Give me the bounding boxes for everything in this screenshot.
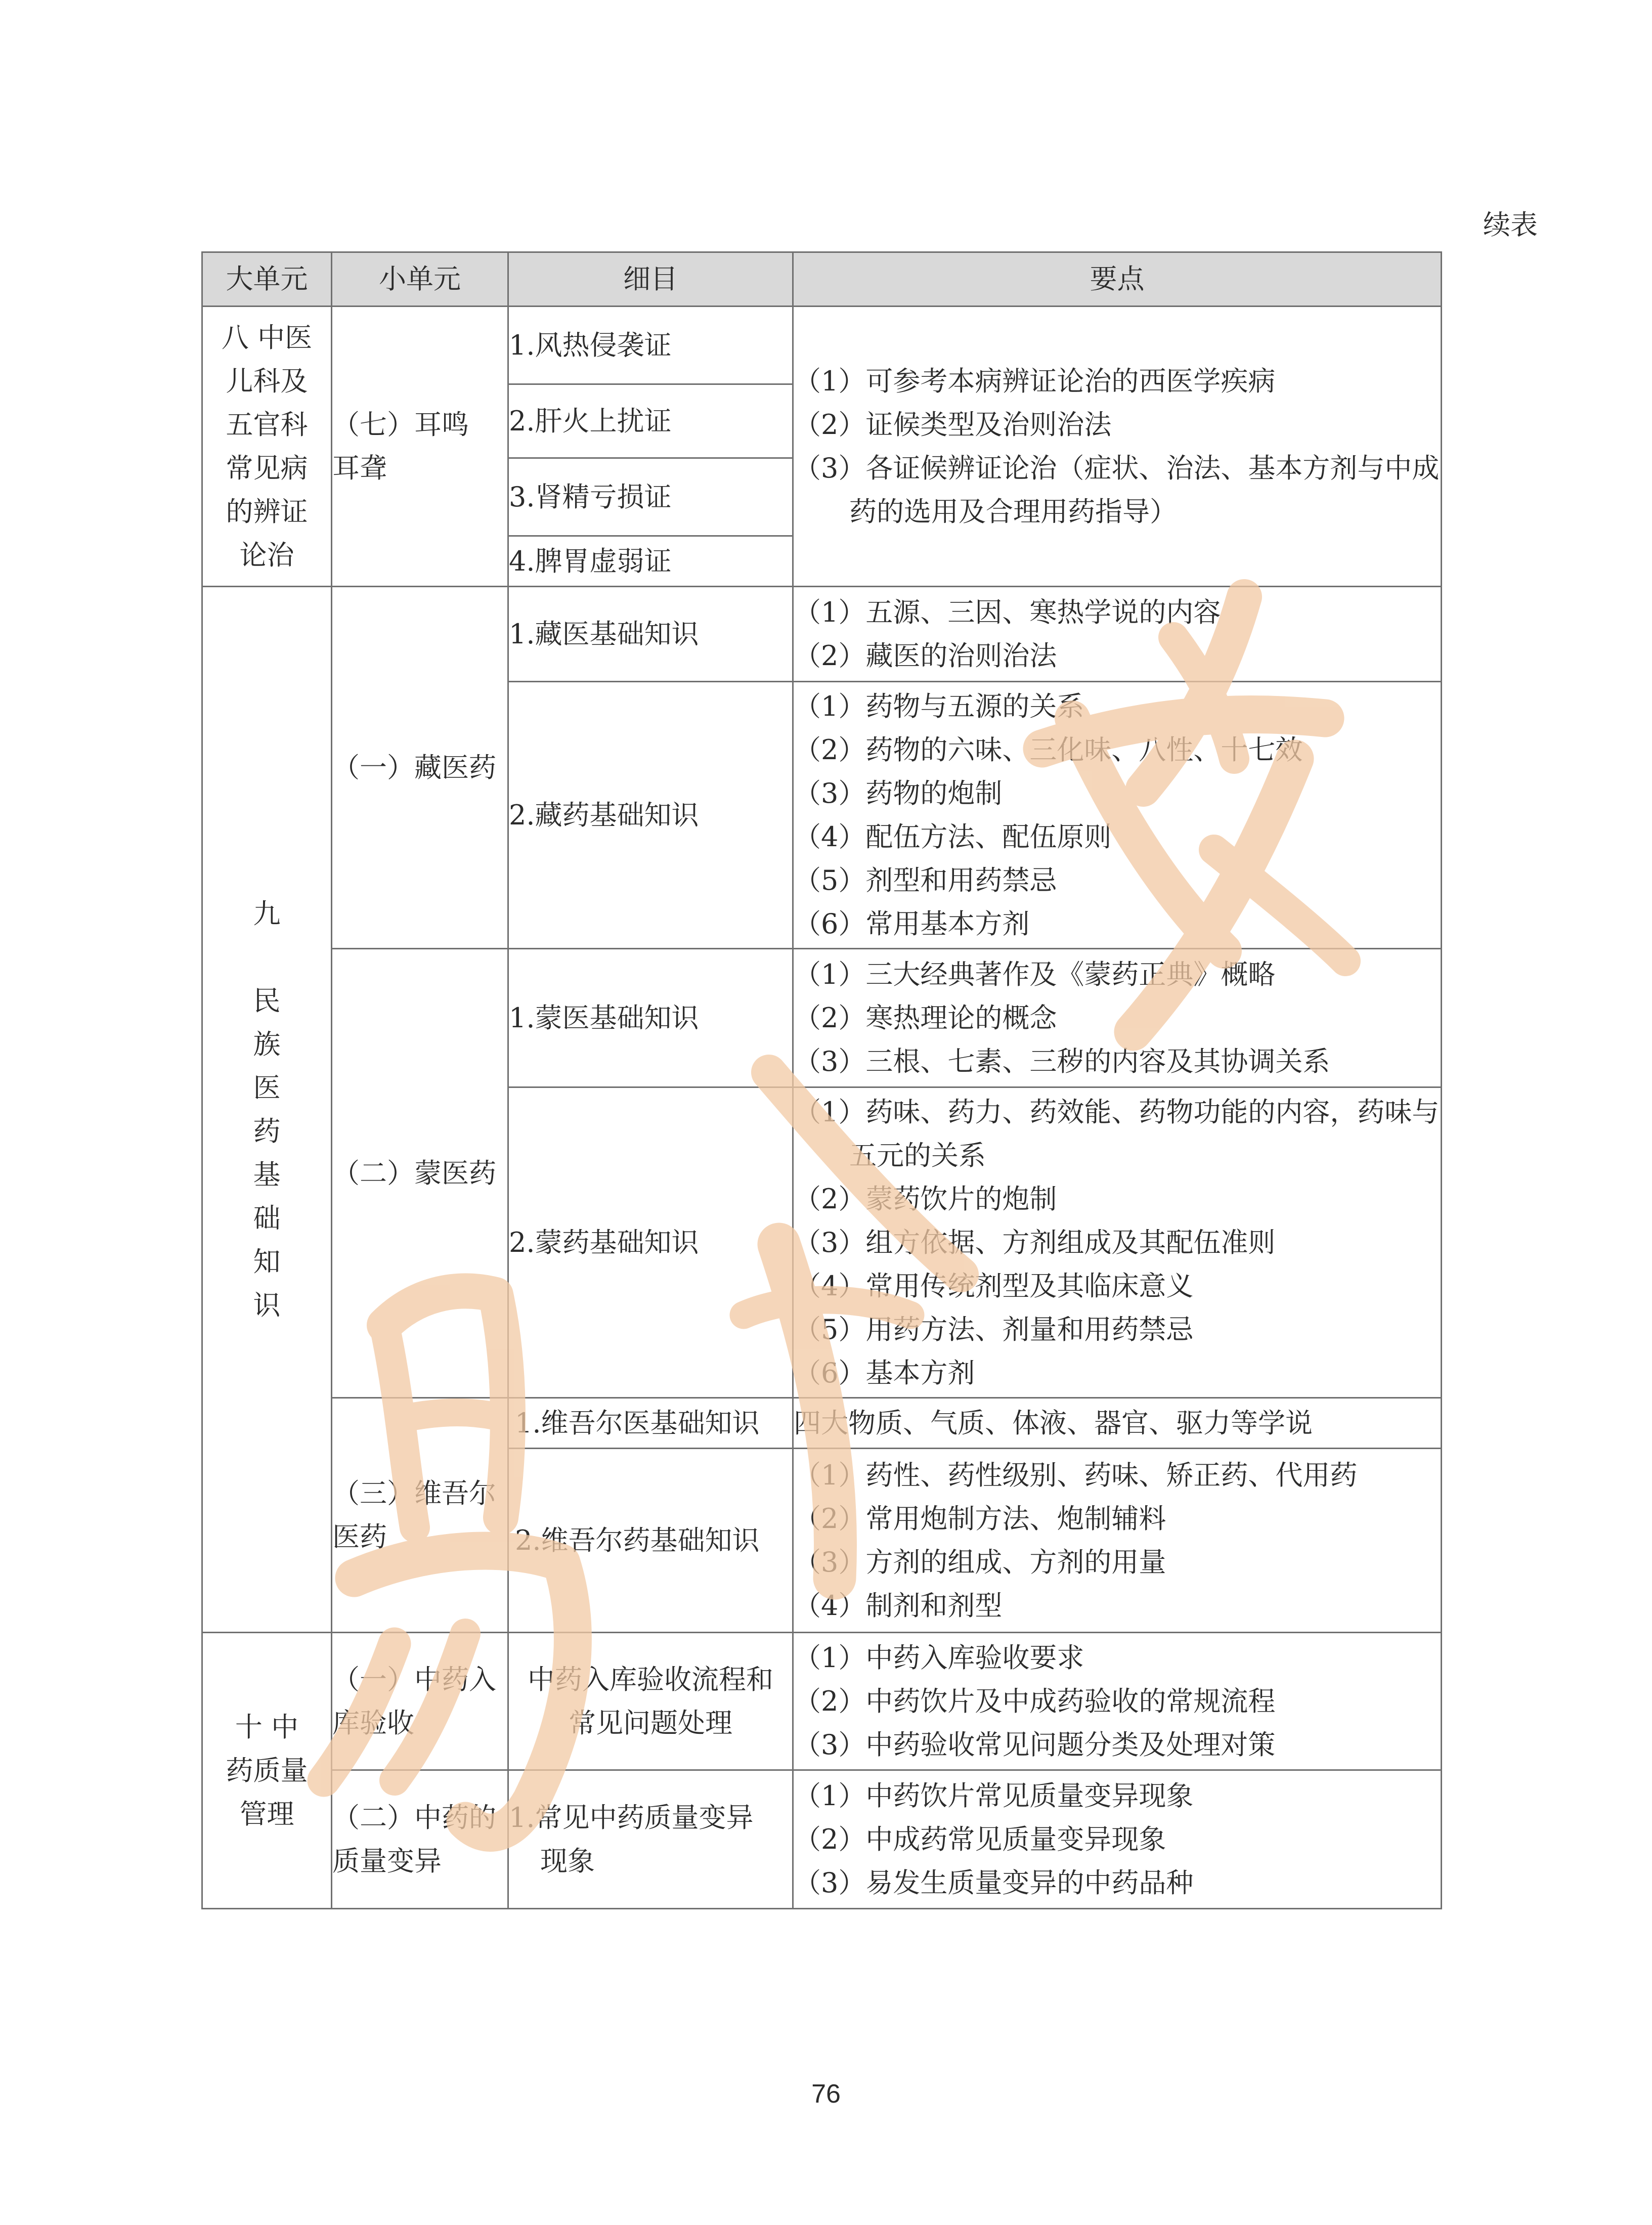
key-point: （3）易发生质量变异的中药品种 [794, 1866, 1194, 1899]
key-points-cell [793, 1633, 1442, 1770]
table-row [202, 1770, 1442, 1909]
sub-unit-line: （二）蒙医药 [332, 1157, 496, 1189]
header-detail: 细目 [508, 252, 793, 307]
key-point: （3）三根、七素、三秽的内容及其协调关系 [794, 1045, 1330, 1077]
detail-line: 3.肾精亏损证 [509, 481, 672, 513]
detail-line: 1.常见中药质量变异 [509, 1801, 754, 1834]
key-point: （1）五源、三因、寒热学说的内容 [794, 596, 1221, 628]
major-unit-line: 五官科 [226, 408, 308, 441]
detail-cell [508, 384, 793, 458]
major-unit-line: 八 中医 [221, 321, 313, 354]
key-points-cell [793, 307, 1442, 587]
sub-unit-line: 库验收 [332, 1707, 414, 1739]
major-unit-char: 药 [253, 1115, 281, 1147]
key-point: 四大物质、气质、体液、器官、驱力等学说 [794, 1407, 1313, 1439]
syllabus-table [201, 251, 1442, 1909]
detail-line: 2.维吾尔药基础知识 [515, 1524, 760, 1556]
table-row [202, 949, 1442, 1087]
table-header-row [202, 252, 1442, 307]
sub-unit-cell [332, 1770, 508, 1909]
key-point: （1）中药入库验收要求 [794, 1641, 1084, 1674]
key-points-cell [793, 949, 1442, 1087]
detail-line: 2.蒙药基础知识 [509, 1226, 699, 1258]
detail-cell [508, 587, 793, 682]
major-unit-line: 常见病 [226, 452, 308, 484]
table-row [202, 1633, 1442, 1770]
key-point: （2）寒热理论的概念 [794, 1001, 1057, 1034]
detail-cell [508, 307, 793, 384]
detail-line: 现象 [540, 1845, 595, 1877]
detail-cell [508, 1398, 793, 1449]
key-point: （2）药物的六味、三化味、八性、十七效 [794, 733, 1303, 766]
major-unit-char: 基 [253, 1158, 281, 1191]
key-point: （2）中成药常见质量变异现象 [794, 1823, 1166, 1855]
detail-line: 1.藏医基础知识 [509, 618, 699, 650]
major-unit-line: 管理 [239, 1798, 294, 1830]
detail-line: 中药入库验收流程和 [528, 1663, 773, 1695]
detail-cell [508, 949, 793, 1087]
key-point: （2）中药饮片及中成药验收的常规流程 [794, 1685, 1276, 1717]
key-point: （2）证候类型及治则治法 [794, 408, 1112, 441]
continued-label: 续表 [1483, 209, 1538, 241]
detail-cell [508, 1770, 793, 1909]
key-point: （3）各证候辨证论治（症状、治法、基本方剂与中成药的选用及合理用药指导） [794, 452, 1440, 528]
detail-cell [508, 458, 793, 536]
major-unit-char: 民 [253, 984, 281, 1017]
page-number: 76 [811, 2079, 841, 2109]
header-key-points: 要点 [793, 252, 1442, 307]
key-points-cell [793, 1087, 1442, 1398]
detail-line: 4.脾胃虚弱证 [509, 545, 672, 577]
key-point: （4）配伍方法、配伍原则 [794, 820, 1112, 853]
key-point: （3）组方依据、方剂组成及其配伍准则 [794, 1226, 1276, 1258]
sub-unit-line: 耳聋 [332, 452, 387, 484]
key-point: （1）药味、药力、药效能、药物功能的内容，药味与五元的关系 [794, 1096, 1440, 1171]
header-sub-unit: 小单元 [332, 252, 508, 307]
sub-unit-cell [332, 1633, 508, 1770]
key-point: （3）药物的炮制 [794, 777, 1003, 809]
major-unit-cell [202, 1633, 332, 1909]
detail-line: 1.蒙医基础知识 [509, 1001, 699, 1034]
detail-cell [508, 1633, 793, 1770]
detail-cell [508, 682, 793, 949]
key-point: （2）蒙药饮片的炮制 [794, 1183, 1057, 1215]
key-point: （1）药物与五源的关系 [794, 690, 1084, 722]
sub-unit-line: （一）藏医药 [332, 751, 496, 783]
major-unit-char: 识 [253, 1289, 281, 1321]
major-unit-char: 九 [253, 897, 281, 930]
sub-unit-cell [332, 1398, 508, 1633]
detail-line: 常见问题处理 [569, 1707, 732, 1739]
key-points-cell [793, 1398, 1442, 1449]
major-unit-line: 论治 [239, 539, 294, 571]
detail-cell [508, 1449, 793, 1633]
sub-unit-line: 医药 [332, 1520, 387, 1553]
major-unit-char: 族 [253, 1028, 281, 1060]
detail-cell [508, 536, 793, 587]
key-points-cell [793, 682, 1442, 949]
key-points-cell [793, 587, 1442, 682]
sub-unit-line: （七）耳鸣 [332, 408, 469, 441]
table-row [202, 587, 1442, 682]
detail-line: 1.风热侵袭证 [509, 329, 672, 361]
key-point: （6）基本方剂 [794, 1357, 975, 1389]
detail-line: 1.维吾尔医基础知识 [515, 1407, 760, 1439]
sub-unit-cell [332, 949, 508, 1398]
key-points-cell [793, 1770, 1442, 1909]
major-unit-line: 儿科及 [226, 365, 308, 397]
major-unit-char: 医 [253, 1071, 281, 1104]
key-point: （3）中药验收常见问题分类及处理对策 [794, 1728, 1276, 1761]
major-unit-cell [202, 307, 332, 587]
sub-unit-line: （一）中药入 [332, 1663, 496, 1695]
key-point: （6）常用基本方剂 [794, 907, 1030, 940]
major-unit-line: 药质量 [226, 1754, 308, 1786]
key-point: （4）常用传统剂型及其临床意义 [794, 1270, 1194, 1302]
major-unit-cell [202, 587, 332, 1633]
major-unit-line: 十 中 [235, 1711, 299, 1743]
key-points-cell [793, 1449, 1442, 1633]
key-point: （2）常用炮制方法、炮制辅料 [794, 1502, 1166, 1535]
major-unit-char: 知 [253, 1245, 281, 1278]
major-unit-char: 础 [253, 1202, 281, 1234]
table-row [202, 1398, 1442, 1449]
detail-cell [508, 1087, 793, 1398]
sub-unit-cell [332, 307, 508, 587]
key-point: （1）中药饮片常见质量变异现象 [794, 1779, 1194, 1812]
detail-line: 2.藏药基础知识 [509, 799, 699, 831]
key-point: （5）剂型和用药禁忌 [794, 864, 1057, 896]
detail-line: 2.肝火上扰证 [509, 405, 672, 437]
header-major-unit: 大单元 [202, 252, 332, 307]
sub-unit-line: 质量变异 [332, 1845, 442, 1877]
key-point: （2）藏医的治则治法 [794, 639, 1057, 672]
table-row [202, 307, 1442, 384]
sub-unit-line: （三）维吾尔 [332, 1477, 496, 1509]
key-point: （5）用药方法、剂量和用药禁忌 [794, 1313, 1194, 1345]
key-point: （1）三大经典著作及《蒙药正典》概略 [794, 958, 1276, 990]
key-point: （1）药性、药性级别、药味、矫正药、代用药 [794, 1459, 1358, 1491]
sub-unit-cell [332, 587, 508, 949]
key-point: （1）可参考本病辨证论治的西医学疾病 [794, 365, 1276, 397]
key-point: （3）方剂的组成、方剂的用量 [794, 1546, 1166, 1578]
major-unit-line: 的辨证 [226, 495, 308, 528]
key-point: （4）制剂和剂型 [794, 1589, 1003, 1622]
sub-unit-line: （二）中药的 [332, 1801, 496, 1834]
